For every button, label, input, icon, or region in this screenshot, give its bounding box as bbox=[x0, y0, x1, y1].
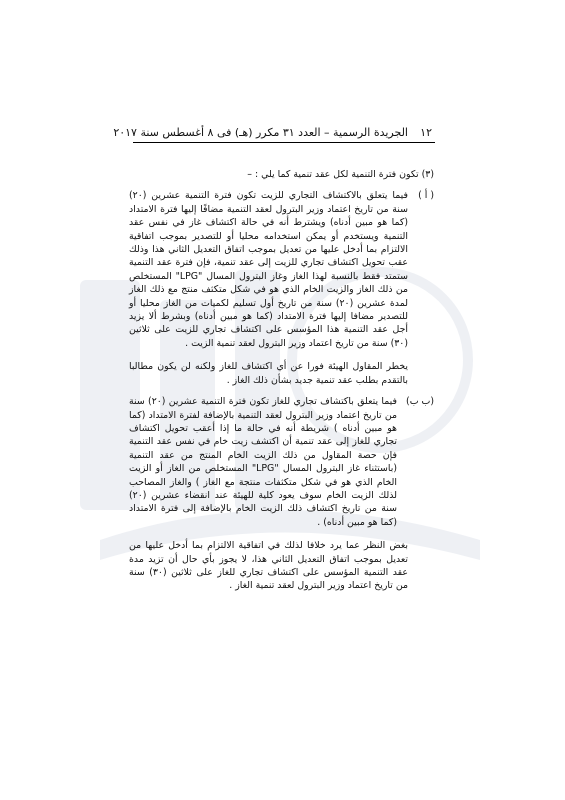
clause-a-note: يخطر المقاول الهيئة فورا عن أي اكتشاف للغاز ولكنه لن يكون مطالبا بالتقدم بطلب عقد تنمية جديد بشأن ذلك الغاز . bbox=[129, 361, 408, 386]
clause-a-text: فيما يتعلق بالاكتشاف التجاري للزيت تكون فترة التنمية عشرين (٢٠) سنة من تاريخ اعتماد وزير البترول لعقد التنمية مضافًا إليها فترة الامتداد (كما هو مبين أدناه) ويشترط أنه في حالة اكتشاف غاز في نفس عقد التنمية ويستخدم أو يمكن استخدامه محليا أو للتصدير بموجب اتفاقية الالتزام بما أدخل عليها من تعديل بموجب اتفاق التعديل الثاني هذا وذلك عقب تحويل اكتشاف تجاري للزيت إلى عقد تنمية، فإن فترة عقد التنمية ستمتد فقط بالنسبة لهذا الغاز وغاز البترول المسال "LPG" المستخلص من ذلك الغاز والزيت الخام الذي هو في شكل متكثف منتج مع ذلك الغاز لمدة عشرين (٢٠) سنة من تاريخ أول تسليم لكميات من الغاز محليا أو للتصدير مضافا إليها فترة الامتداد (كما هو مبين أدناه) وبشرط ألا يزيد أجل عقد التنمية هذا المؤسس على اكتشاف تجاري للزيت على ثلاثين (٣٠) سنة من تاريخ اعتماد وزير البترول لعقد تنمية الزيت . bbox=[129, 190, 408, 349]
section-intro: (٣) تكون فترة التنمية لكل عقد تنمية كما يلي : – bbox=[247, 169, 434, 180]
clause-b-text: فيما يتعلق باكتشاف تجاري للغاز تكون فترة التنمية عشرين (٢٠) سنة من تاريخ اعتماد وزير البترول لعقد التنمية بالإضافة لفترة الامتداد (كما هو مبين أدناه ) شريطة أنه في حالة ما إذا أعقب تحويل اكتشاف تجاري للغاز إلى عقد تنمية أن اكتشف زيت خام في نفس عقد التنمية فإن حصة المقاول من ذلك الزيت الخام المنتج من عقد التنمية (باستثناء غاز البترول المسال "LPG" المستخلص من الغاز أو الزيت الخام الذي هو في شكل متكثفات منتجة مع الغاز ) والغاز المصاحب لذلك الزيت الخام سوف يعود كلية للهيئة عند انقضاء عشرين (٢٠) سنة من تاريخ اكتشاف ذلك الزيت الخام بالإضافة إلى فترة الامتداد (كما هو مبين أدناه) . bbox=[129, 396, 397, 528]
page-number: ١٢ bbox=[420, 126, 432, 139]
clause-b-note: بغض النظر عما يرد خلافا لذلك في اتفاقية الالتزام بما أدخل عليها من تعديل بموجب اتفاق التعديل الثاني هذا، لا يجوز بأي حال أن تزيد مدة عقد التنمية المؤسس على اكتشاف تجاري للغاز على ثلاثين (٣٠) سنة من تاريخ اعتماد وزير البترول لعقد تنمية الغاز . bbox=[129, 540, 408, 592]
gazette-title: الجريدة الرسمية – العدد ٣١ مكرر (هـ) فى ٨ أغسطس سنة ٢٠١٧ bbox=[113, 126, 408, 139]
clause-a bbox=[129, 189, 434, 350]
clause-a-marker: ( أ ) bbox=[418, 190, 434, 202]
page-header bbox=[113, 125, 432, 141]
clause-b bbox=[129, 395, 434, 529]
article-body bbox=[129, 168, 434, 593]
header-divider bbox=[133, 142, 435, 143]
clause-b-marker: (ب ب) bbox=[406, 396, 434, 408]
